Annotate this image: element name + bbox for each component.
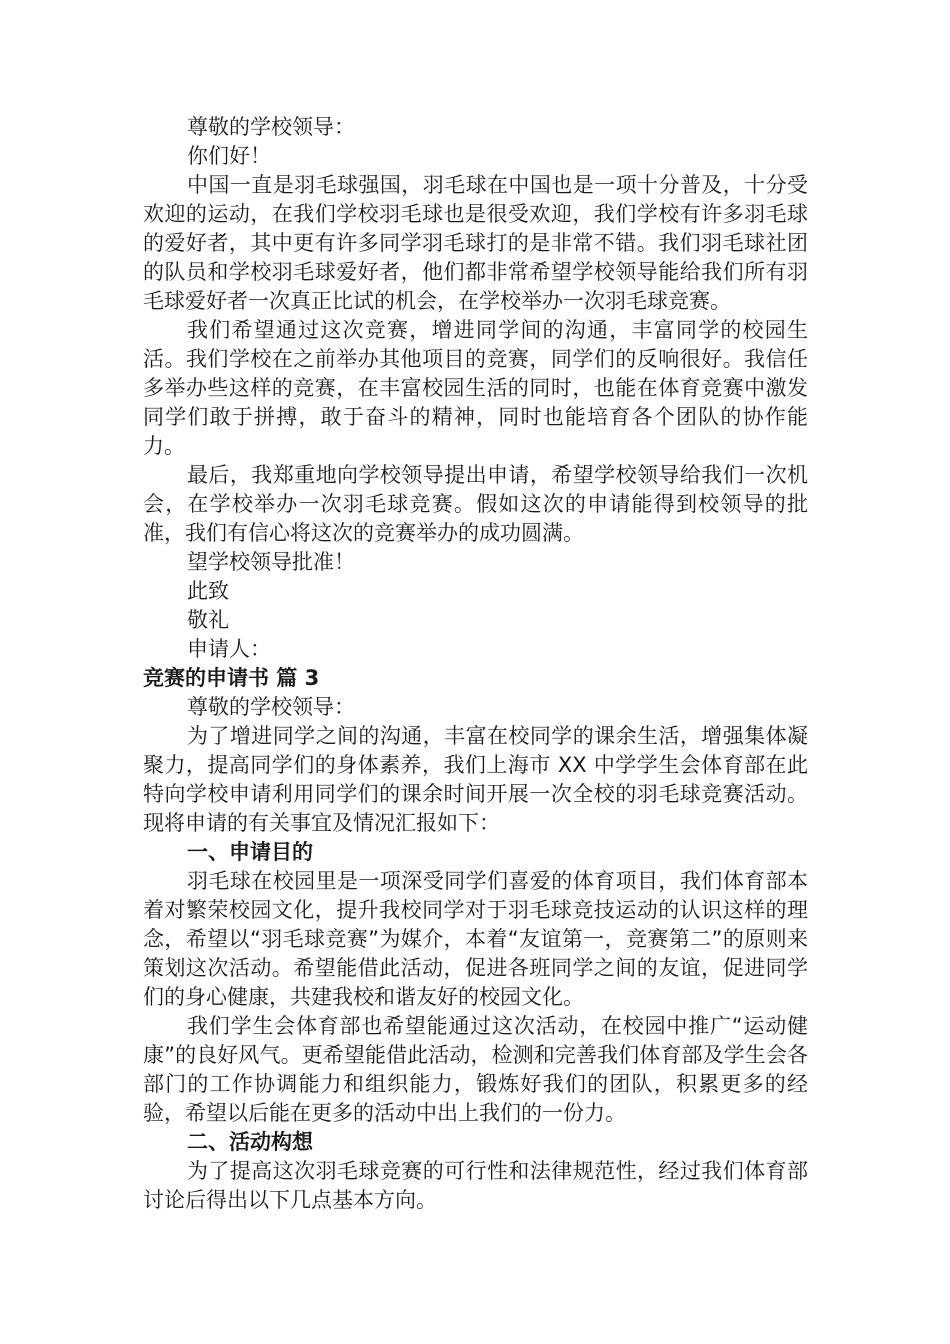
- closing-1: 此致: [187, 579, 229, 603]
- closing-2: 敬礼: [187, 608, 229, 632]
- approval-request: 望学校领导批准！: [187, 550, 355, 574]
- paragraph-1: 中国一直是羽毛球强国，羽毛球在中国也是一项十分普及，十分受欢迎的运动，在我们学校羽毛球也是很受欢迎，我们学校有许多羽毛球的爱好者，其中更有许多同学羽毛球打的是非常不错。我们羽毛球社团的队员和学校羽毛球爱好者，他们都非常希望学校领导能给我们所有羽毛球爱好者一次真正比试的机会，在学校举办一次羽毛球竞赛。: [143, 173, 808, 313]
- salutation-1: 尊敬的学校领导：: [187, 115, 355, 139]
- applicant-label: 申请人：: [187, 637, 271, 661]
- document-page: [143, 113, 808, 1215]
- paragraph-2: 我们希望通过这次竞赛，增进同学间的沟通，丰富同学的校园生活。我们学校在之前举办其他项目的竞赛，同学们的反响很好。我信任多举办些这样的竞赛，在丰富校园生活的同时，也能在体育竞赛中激发同学们敢于拼搏，敢于奋斗的精神，同时也能培育各个团队的协作能力。: [143, 318, 808, 458]
- section-1-paragraph-1: 羽毛球在校园里是一项深受同学们喜爱的体育项目，我们体育部本着对繁荣校园文化，提升我校同学对于羽毛球竞技运动的认识这样的理念，希望以“羽毛球竞赛”为媒介，本着“友谊第一，竞赛第二”的原则来策划这次活动。希望能借此活动，促进各班同学之间的友谊，促进同学们的身心健康，共建我校和谐友好的校园文化。: [143, 869, 808, 1009]
- salutation-2: 尊敬的学校领导：: [187, 695, 355, 719]
- intro-paragraph: 为了增进同学之间的沟通，丰富在校同学的课余生活，增强集体凝聚力，提高同学们的身体素养，我们上海市 XX 中学学生会体育部在此特向学校申请利用同学们的课余时间开展一次全校的羽毛球竞赛活动。现将申请的有关事宜及情况汇报如下：: [143, 724, 808, 835]
- section-title: 竞赛的申请书 篇 3: [143, 666, 320, 690]
- section-1-paragraph-2: 我们学生会体育部也希望能通过这次活动，在校园中推广“运动健康”的良好风气。更希望能借此活动，检测和完善我们体育部及学生会各部门的工作协调能力和组织能力，锻炼好我们的团队，积累更多的经验，希望以后能在更多的活动中出上我们的一份力。: [143, 1014, 808, 1125]
- section-1-heading: 一、申请目的: [187, 840, 313, 864]
- greeting: 你们好！: [187, 144, 271, 168]
- section-2-heading: 二、活动构想: [187, 1130, 313, 1154]
- paragraph-3: 最后，我郑重地向学校领导提出申请，希望学校领导给我们一次机会，在学校举办一次羽毛球竞赛。假如这次的申请能得到校领导的批准，我们有信心将这次的竞赛举办的成功圆满。: [143, 463, 808, 545]
- section-2-paragraph: 为了提高这次羽毛球竞赛的可行性和法律规范性，经过我们体育部讨论后得出以下几点基本方向。: [143, 1159, 808, 1212]
